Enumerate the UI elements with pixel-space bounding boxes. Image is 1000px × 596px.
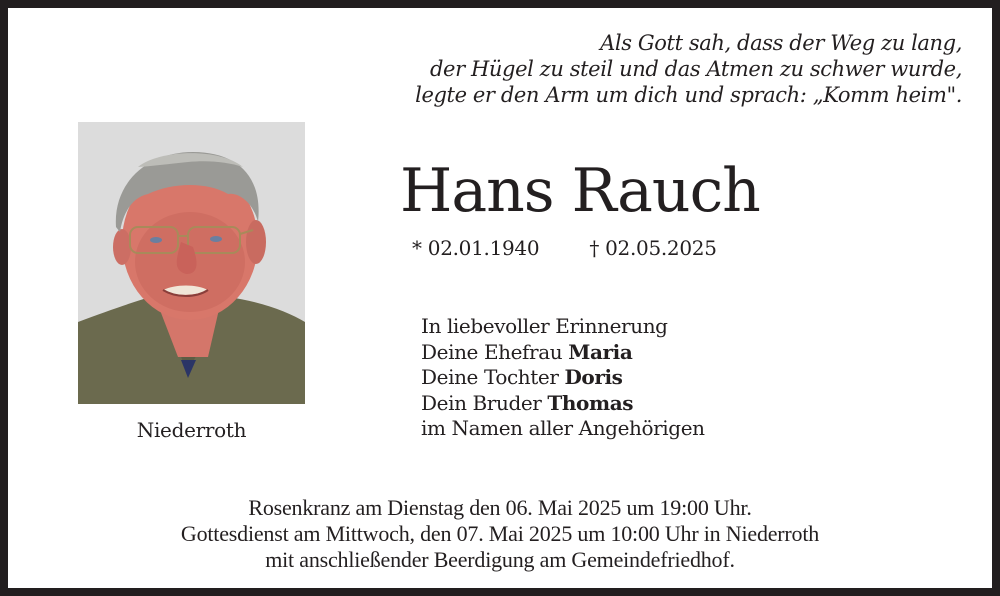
service-line: Gottesdienst am Mittwoch, den 07. Mai 2025 um 10:00 Uhr in Niederroth [180,521,820,546]
mourner-relation: Deine Tochter [421,365,559,389]
service-details [8,495,992,573]
poem-line: legte er den Arm um dich und sprach: „Komm heim". [415,83,962,107]
mourners-intro: In liebevoller Erinnerung [421,314,668,338]
mourner-relation: Deine Ehefrau [421,339,563,364]
death-date: 02.05.2025 [605,236,717,260]
poem-line: Als Gott sah, dass der Weg zu lang, [600,31,962,55]
mourner-name: Maria [568,339,633,364]
deceased-name: Hans Rauch [400,156,760,226]
birth-star-icon: * [412,236,422,260]
mourner-relation: Dein Bruder [421,390,542,415]
portrait-photo [78,122,305,404]
life-dates [412,236,717,260]
mourner-name: Doris [564,365,623,389]
mourner-line [421,365,705,391]
mourner-line [421,391,705,417]
poem-line: der Hügel zu steil und das Atmen zu schwer wurde, [430,57,962,81]
birth-date: 02.01.1940 [427,236,540,260]
death-cross-icon: † [589,236,600,260]
photo-caption-place: Niederroth [136,418,247,442]
mourners-closing: im Namen aller Angehörigen [421,416,705,440]
service-line: Rosenkranz am Dienstag den 06. Mai 2025 um 19:00 Uhr. [248,495,752,520]
obituary-card [8,8,992,588]
mourner-name: Thomas [547,390,634,415]
service-line: mit anschließender Beerdigung am Gemeindefriedhof. [265,547,735,572]
poem [415,30,962,108]
mourners-list [421,314,705,442]
mourner-line [421,340,705,366]
